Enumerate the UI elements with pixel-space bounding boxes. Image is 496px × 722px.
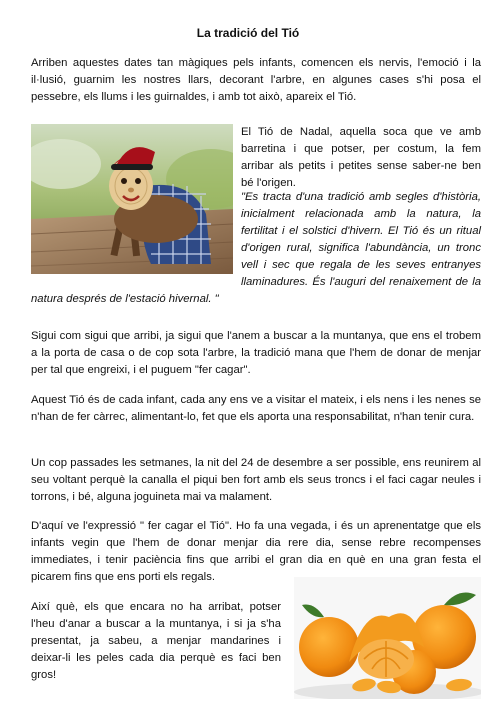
christmas-eve-paragraph: Un cop passades les setmanes, la nit del 24 de desembre a ser possible, ens reunirem al seu voltant perquè la canalla el piqui ben fort amb els seus troncs i el faci cagar neules i torrons, i bé, alguna joguineta mai va malament. bbox=[31, 457, 481, 503]
tradition-paragraph: Sigui com sigui que arribi, ja sigui que l'anem a buscar a la muntanya, que ens el trobem a la porta de casa o de cop sota l'arbre, la tradició mana que l'hem de donar de menjar per tal que engreixi, i el puguem "fer cagar". bbox=[31, 330, 481, 376]
responsibility-paragraph: Aquest Tió és de cada infant, cada any ens ve a visitar el mateix, i els nens i les nenes se n'han de fer càrrec, alimentant-lo, fet que els aporta una responsabilitat, n'han tenir cura. bbox=[31, 394, 481, 423]
tio-description: El Tió de Nadal, aquella soca que ve amb barretina i que potser, per costum, la fem arribar als petits i petites sense saber-ne ben bé l'origen. bbox=[241, 126, 481, 189]
quote-image-spacer bbox=[31, 189, 241, 291]
closing-paragraph: Així què, els que encara no ha arribat, potser l'heu d'anar a buscar a la muntanya, i si ja s'ha presentat, ja sabeu, a menjar mandarines i deixar-li les peles cada dia perquè es faci ben gros! bbox=[31, 601, 281, 681]
intro-paragraph: Arriben aquestes dates tan màgiques pels infants, comencen els nervis, l'emoció i la il·lusió, guarnim les nostres llars, decorant l'arbre, en algunes cases s'hi posa el pessebre, els llums i les guirnaldes, i amb tot això, apareix el Tió. bbox=[31, 57, 481, 103]
history-quote bbox=[31, 189, 481, 308]
mandarins-illustration bbox=[294, 577, 481, 699]
history-quote-text: "Es tracta d'una tradició amb segles d'història, inicialment relacionada amb la natura, la fertilitat i el solstici d'hivern. El Tió és un ritual d'origen rural, significa l'abundància, un tronc vell i sec que regala de les seves entranyes llaminadures. És l'auguri del renaixement de la natura després de l'estació hivernal. " bbox=[31, 191, 481, 305]
mandarins-photo bbox=[294, 577, 481, 699]
document-title: La tradició del Tió bbox=[196, 26, 300, 40]
expression-paragraph: D'aquí ve l'expressió " fer cagar el Tió". Ho fa una vegada, i és un aprenentatge que els infants vegin que l'hem de donar menjar dia rere dia, sense rebre recompenses immediates, i tenir paciència fins que arribi el gran dia en què en una gran festa el picarem fins que ens porti els regals. bbox=[31, 520, 481, 583]
